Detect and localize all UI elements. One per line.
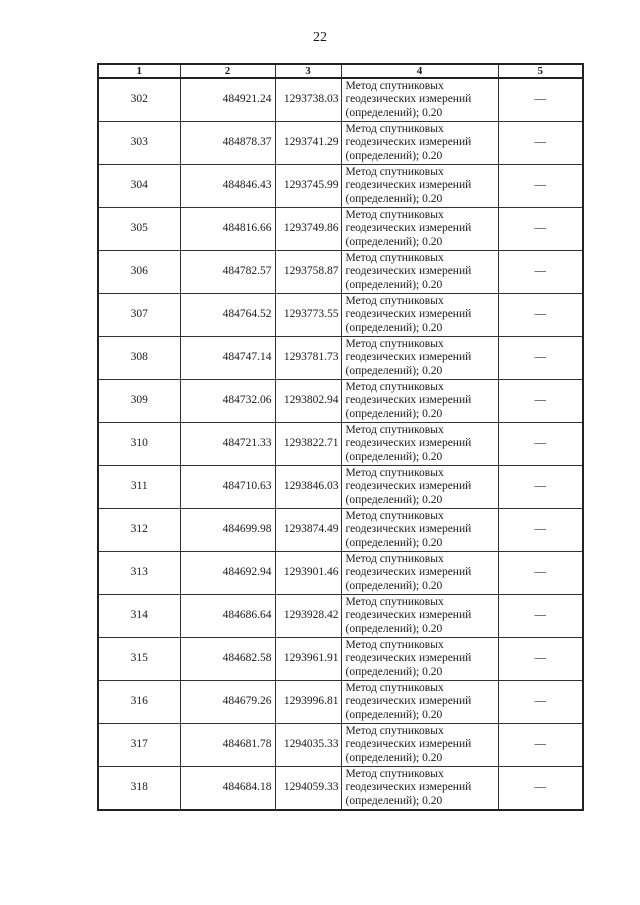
y-coordinate-cell: 1293874.49 xyxy=(275,509,341,552)
note-cell: — xyxy=(498,509,583,552)
x-coordinate-cell: 484682.58 xyxy=(180,638,275,681)
x-coordinate-cell: 484699.98 xyxy=(180,509,275,552)
method-cell: Метод спутниковых геодезических измерений (определений); 0.20 xyxy=(341,208,498,251)
point-number-cell: 308 xyxy=(98,337,180,380)
point-number-cell: 315 xyxy=(98,638,180,681)
point-number-cell: 313 xyxy=(98,552,180,595)
table-row xyxy=(98,423,583,466)
note-cell: — xyxy=(498,78,583,122)
method-cell: Метод спутниковых геодезических измерений (определений); 0.20 xyxy=(341,767,498,811)
point-number-cell: 316 xyxy=(98,681,180,724)
method-cell: Метод спутниковых геодезических измерений (определений); 0.20 xyxy=(341,638,498,681)
method-cell: Метод спутниковых геодезических измерений (определений); 0.20 xyxy=(341,337,498,380)
table-row xyxy=(98,509,583,552)
column-header-4: 4 xyxy=(341,64,498,78)
table-row xyxy=(98,337,583,380)
table-row xyxy=(98,724,583,767)
x-coordinate-cell: 484732.06 xyxy=(180,380,275,423)
point-number-cell: 302 xyxy=(98,78,180,122)
note-cell: — xyxy=(498,638,583,681)
method-cell: Метод спутниковых геодезических измерений (определений); 0.20 xyxy=(341,681,498,724)
column-header-3: 3 xyxy=(275,64,341,78)
note-cell: — xyxy=(498,466,583,509)
y-coordinate-cell: 1293745.99 xyxy=(275,165,341,208)
x-coordinate-cell: 484679.26 xyxy=(180,681,275,724)
column-header-5: 5 xyxy=(498,64,583,78)
note-cell: — xyxy=(498,767,583,811)
x-coordinate-cell: 484721.33 xyxy=(180,423,275,466)
page-number: 22 xyxy=(313,30,327,45)
method-cell: Метод спутниковых геодезических измерений (определений); 0.20 xyxy=(341,294,498,337)
method-cell: Метод спутниковых геодезических измерений (определений); 0.20 xyxy=(341,509,498,552)
y-coordinate-cell: 1293773.55 xyxy=(275,294,341,337)
y-coordinate-cell: 1293928.42 xyxy=(275,595,341,638)
x-coordinate-cell: 484764.52 xyxy=(180,294,275,337)
y-coordinate-cell: 1293758.87 xyxy=(275,251,341,294)
note-cell: — xyxy=(498,208,583,251)
note-cell: — xyxy=(498,294,583,337)
point-number-cell: 318 xyxy=(98,767,180,811)
note-cell: — xyxy=(498,552,583,595)
table-row xyxy=(98,78,583,122)
method-cell: Метод спутниковых геодезических измерений (определений); 0.20 xyxy=(341,78,498,122)
x-coordinate-cell: 484710.63 xyxy=(180,466,275,509)
y-coordinate-cell: 1293781.73 xyxy=(275,337,341,380)
point-number-cell: 304 xyxy=(98,165,180,208)
y-coordinate-cell: 1293901.46 xyxy=(275,552,341,595)
method-cell: Метод спутниковых геодезических измерений (определений); 0.20 xyxy=(341,552,498,595)
point-number-cell: 305 xyxy=(98,208,180,251)
note-cell: — xyxy=(498,337,583,380)
y-coordinate-cell: 1294035.33 xyxy=(275,724,341,767)
column-header-2: 2 xyxy=(180,64,275,78)
point-number-cell: 317 xyxy=(98,724,180,767)
point-number-cell: 309 xyxy=(98,380,180,423)
point-number-cell: 303 xyxy=(98,122,180,165)
table-row xyxy=(98,208,583,251)
method-cell: Метод спутниковых геодезических измерений (определений); 0.20 xyxy=(341,595,498,638)
point-number-cell: 311 xyxy=(98,466,180,509)
table-row xyxy=(98,767,583,811)
y-coordinate-cell: 1294059.33 xyxy=(275,767,341,811)
coordinates-table xyxy=(97,63,584,811)
y-coordinate-cell: 1293749.86 xyxy=(275,208,341,251)
x-coordinate-cell: 484816.66 xyxy=(180,208,275,251)
note-cell: — xyxy=(498,681,583,724)
method-cell: Метод спутниковых геодезических измерений (определений); 0.20 xyxy=(341,466,498,509)
table-row xyxy=(98,552,583,595)
x-coordinate-cell: 484921.24 xyxy=(180,78,275,122)
y-coordinate-cell: 1293741.29 xyxy=(275,122,341,165)
point-number-cell: 314 xyxy=(98,595,180,638)
x-coordinate-cell: 484747.14 xyxy=(180,337,275,380)
table-row xyxy=(98,466,583,509)
table-row xyxy=(98,251,583,294)
x-coordinate-cell: 484782.57 xyxy=(180,251,275,294)
note-cell: — xyxy=(498,122,583,165)
y-coordinate-cell: 1293802.94 xyxy=(275,380,341,423)
x-coordinate-cell: 484846.43 xyxy=(180,165,275,208)
x-coordinate-cell: 484681.78 xyxy=(180,724,275,767)
table-row xyxy=(98,638,583,681)
point-number-cell: 306 xyxy=(98,251,180,294)
x-coordinate-cell: 484878.37 xyxy=(180,122,275,165)
method-cell: Метод спутниковых геодезических измерений (определений); 0.20 xyxy=(341,122,498,165)
y-coordinate-cell: 1293846.03 xyxy=(275,466,341,509)
table-body xyxy=(98,78,583,810)
table-row xyxy=(98,380,583,423)
table-row xyxy=(98,681,583,724)
x-coordinate-cell: 484692.94 xyxy=(180,552,275,595)
note-cell: — xyxy=(498,595,583,638)
y-coordinate-cell: 1293738.03 xyxy=(275,78,341,122)
note-cell: — xyxy=(498,251,583,294)
table-row xyxy=(98,294,583,337)
table-row xyxy=(98,165,583,208)
method-cell: Метод спутниковых геодезических измерений (определений); 0.20 xyxy=(341,380,498,423)
y-coordinate-cell: 1293822.71 xyxy=(275,423,341,466)
y-coordinate-cell: 1293996.81 xyxy=(275,681,341,724)
method-cell: Метод спутниковых геодезических измерений (определений); 0.20 xyxy=(341,423,498,466)
note-cell: — xyxy=(498,724,583,767)
note-cell: — xyxy=(498,423,583,466)
x-coordinate-cell: 484684.18 xyxy=(180,767,275,811)
method-cell: Метод спутниковых геодезических измерений (определений); 0.20 xyxy=(341,724,498,767)
method-cell: Метод спутниковых геодезических измерений (определений); 0.20 xyxy=(341,165,498,208)
point-number-cell: 312 xyxy=(98,509,180,552)
table-row xyxy=(98,595,583,638)
note-cell: — xyxy=(498,165,583,208)
x-coordinate-cell: 484686.64 xyxy=(180,595,275,638)
method-cell: Метод спутниковых геодезических измерений (определений); 0.20 xyxy=(341,251,498,294)
table-header-row xyxy=(98,64,583,78)
column-header-1: 1 xyxy=(98,64,180,78)
point-number-cell: 307 xyxy=(98,294,180,337)
table-row xyxy=(98,122,583,165)
point-number-cell: 310 xyxy=(98,423,180,466)
note-cell: — xyxy=(498,380,583,423)
y-coordinate-cell: 1293961.91 xyxy=(275,638,341,681)
